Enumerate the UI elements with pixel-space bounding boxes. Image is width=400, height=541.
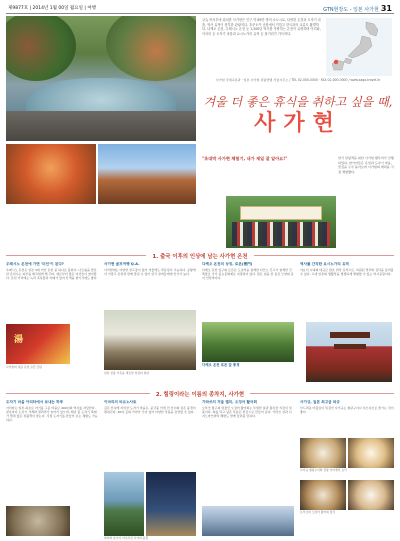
- section-2-heading: [6, 390, 394, 398]
- intro-text: 규슈 북서부에 위치한 사가현은 인구 약 85만 명의 소도시로, 다양한 온천과 도자기 마을, 역사 유적이 풍부한 관광지다. 후쿠오카 공항에서 가깝고 한국과의 교류도 활발하다. 다케오 온천, 우레시노 온천 등 1,300년 역사를 자랑하는 온천이 유명하며 아리타, 이마리 등 도자기 마을과 요시노가리 유적 등 볼거리가 가득하다.: [202, 18, 321, 36]
- column-3-title: 다케오 온천의 상징, 로몬(楼門): [202, 262, 253, 266]
- photo-caption-5: 요부코의 오징어 활어회 정식: [300, 510, 336, 514]
- food-photo-1: [300, 438, 346, 468]
- column-8-title: 사가규, 일본 최고급 와규: [300, 400, 340, 404]
- column-1-body: 우레시노 온천은 일본 3대 미인 온천 중 하나로 꼽힌다. 나트륨을 함유한 온천수는 피부를 매끄럽게 해 주며, 예로부터 많은 여성들이 찾아왔다. 온천 거리에는 녹차 족욕탕과 카페가 있어 산책을 즐기기에도 좋다.: [6, 267, 98, 281]
- column-7-title: 가라쓰의 겨울 별미, 오징어 활어회: [202, 400, 257, 404]
- page-number: 31: [380, 4, 392, 13]
- section-1-heading: [6, 252, 394, 260]
- highlight-quote-text: "초대박 사가현 체험기, 내가 제일 잘 알아요!": [202, 156, 288, 161]
- column-2-title: 사가현 골프여행 Q.A.: [104, 262, 140, 266]
- column-6-body: 깊은 산속에 자리한 도자기 마을로, 중국풍 안개 낀 산수화 같은 풍경이 펼쳐진다. 30여 곳의 가마가 모여 있어 다양한 작품을 감상할 수 있다.: [104, 405, 196, 414]
- saga-location-marker: [334, 60, 338, 64]
- tea-house-interior-photo: [104, 310, 196, 370]
- japan-map-graphic: [326, 18, 392, 76]
- harbor-photo: [202, 506, 294, 536]
- feature-main-title: 사가현: [254, 111, 342, 136]
- photo-caption-4: 사가규 철판구이와 전통 가이세키 요리: [300, 468, 347, 472]
- header-section-label: [323, 4, 392, 13]
- gate-roof-lower: [334, 344, 366, 349]
- column-7-body: 요부코 항구의 명물인 오징어 활어회는 투명한 살과 쫄깃한 식감이 일품이다. 회를 먹고 남은 부분은 튀김으로 만들어 준다. 가라쓰 성과 니지노마쓰바라 해변도 함께 둘러볼 만하다.: [202, 405, 292, 419]
- group-tour-photo: [226, 196, 336, 248]
- article-column-6: [104, 400, 196, 470]
- column-2-body: 사가현에는 다양한 골프장이 있어 겨울에도 라운딩이 가능하다. 공항에서 가깝고 온천과 함께 즐길 수 있어 한국 골퍼들에게 인기가 높다.: [104, 267, 196, 276]
- food-photo-2: [348, 438, 394, 468]
- photo-caption-6: 바다와 호수가 어우러진 사가의 풍경: [104, 536, 149, 540]
- page-header: [6, 4, 394, 14]
- header-section-title: GTN현장도 - 일본 사가현: [323, 7, 379, 13]
- intro-block: [202, 18, 394, 76]
- food-photo-4: [348, 480, 394, 510]
- gate-roof-upper: [330, 332, 370, 338]
- romon-gate-photo: [306, 322, 392, 382]
- column-5-body: 아리타는 일본 최초로 자기를 구운 마을로 400년의 역사를 자랑한다. 골목마다 도자기 가게와 갤러리가 늘어서 있으며, 매년 봄 도자기 축제가 열려 많은 관광객이 찾는다. 직접 도자기를 만들어 보는 체험도 가능하다.: [6, 405, 98, 423]
- temple-sky-photo: [98, 144, 196, 204]
- header-issue-info: 제9877호 | 2014년 1월 00일 월요일 | 여행: [8, 6, 97, 11]
- lake-photo: [104, 472, 144, 536]
- photo-caption-2: 일본 전통 가옥을 개조한 찻집의 실내: [104, 371, 149, 375]
- column-5-title: 도자기 마을 아리타에서 보내는 하루: [6, 400, 64, 404]
- outdoor-bath-photo: [6, 506, 70, 536]
- section-1-heading-text: 1. 출국 이후의 인상에 남는 사가현 온천: [146, 254, 253, 260]
- ryokan-sign-photo: [6, 324, 70, 364]
- photo-caption-3: 다케오 온천 로몬 앞 풍경: [202, 363, 240, 367]
- night-view-photo: [146, 472, 196, 536]
- contact-info: 사가현 국제교류과 · 일본 사가현 관광연맹 서울사무소 / TEL 02-000-0000 · FAX 02-000-0000 / www.saga-travel.kr: [215, 78, 381, 82]
- article-column-5: [6, 400, 98, 504]
- hero-hot-spring-photo: [6, 16, 196, 141]
- autumn-trees-left: [6, 16, 76, 81]
- food-photo-3: [300, 480, 346, 510]
- feature-subtitle: 겨울 더 좋은 휴식을 취하고 싶을 때,: [203, 95, 393, 109]
- newspaper-page: [6, 4, 394, 540]
- garden-photo: [202, 322, 294, 362]
- onsen-rocks: [6, 111, 196, 141]
- article-column-8: [300, 400, 394, 436]
- column-1-title: 우레시노 온천에 가면 '미인'이 된다?: [6, 262, 64, 266]
- tour-banner: [240, 206, 322, 220]
- column-8-body: 부드러운 마블링이 특징인 사가규는 철판구이나 샤브샤브로 즐기는 것이 좋다.: [300, 405, 394, 414]
- autumn-trees-right: [106, 16, 196, 81]
- column-4-title: 역사를 간직한 요시노가리 유적: [300, 262, 349, 266]
- column-6-title: 이마리의 비요노사토: [104, 400, 137, 404]
- feature-title: [202, 94, 394, 138]
- ryokan-sign-text: 湯: [14, 335, 24, 345]
- article-column-7: [202, 400, 294, 504]
- section-2-heading-text: 2. 힐링이라는 이름의 종착지, 사가현: [150, 392, 250, 398]
- article-column-3: [202, 262, 294, 322]
- column-3-body: 다케오 온천 입구의 로몬은 도쿄역을 설계한 다쓰노 긴고가 설계한 건축물로 국가 중요문화재로 지정되어 있다. 붉은 칠을 한 용궁 모양의 문이 인상적이다.: [202, 267, 294, 281]
- column-4-body: 야요이 시대의 대규모 환호 취락 유적으로, 복원된 망루와 집락을 둘러볼 수 있다. 고대 일본의 생활상을 생생하게 체험할 수 있는 역사공원이다.: [300, 267, 394, 276]
- autumn-leaves-photo: [6, 144, 96, 204]
- tour-group: [232, 222, 330, 246]
- highlight-quote: [202, 156, 332, 161]
- highlight-side-text: 한국 관광객을 위한 사가현 팸투어가 진행되었다. 참가자들은 온천과 도자기 마을, 맛집을 두루 돌아보며 사가현의 매력을 직접 체험했다.: [338, 156, 394, 174]
- article-column-1: [6, 262, 98, 322]
- photo-caption-1: 사가현의 대표 온천 료칸 간판: [6, 365, 42, 369]
